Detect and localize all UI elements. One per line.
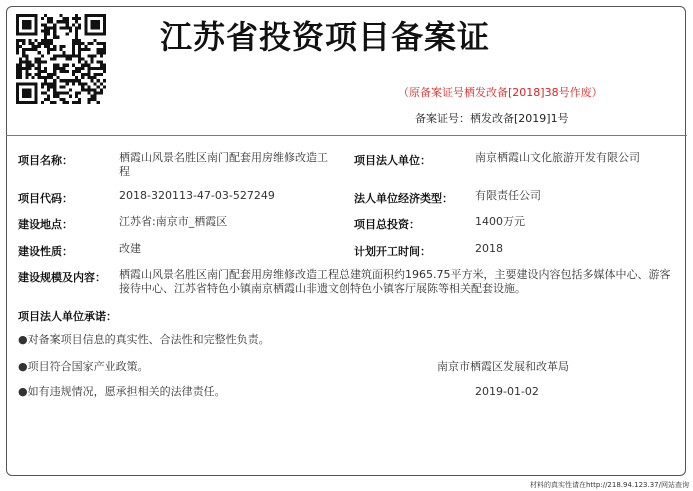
project-name-value: 栖霞山风景名胜区南门配套用房维修改造工程 (119, 151, 328, 178)
commitment-heading: 项目法人单位承诺： (18, 310, 117, 323)
record-number-label: 备案证号： (415, 112, 470, 125)
original-record-number: （原备案证号栖发改备[2018]38号作废） (398, 86, 603, 99)
total-investment-value: 1400万元 (475, 215, 525, 228)
commitment-item: ●如有违规情况，愿承担相关的法律责任。 (18, 385, 226, 398)
start-time-value: 2018 (475, 242, 503, 255)
project-code-label: 项目代码： (18, 192, 73, 205)
issuer-name: 南京市栖霞区发展和改革局 (437, 360, 569, 373)
scale-content-label: 建设规模及内容： (18, 271, 106, 284)
nature-value: 改建 (119, 242, 141, 255)
divider (6, 135, 687, 136)
certificate-frame (6, 6, 686, 476)
project-name-label: 项目名称： (18, 154, 73, 167)
legal-entity-label: 项目法人单位： (354, 154, 431, 167)
issue-date: 2019-01-02 (475, 385, 539, 398)
start-time-label: 计划开工时间： (354, 245, 431, 258)
commitment-item: ●对备案项目信息的真实性、合法性和完整性负责。 (18, 333, 270, 346)
location-label: 建设地点： (18, 218, 73, 231)
economic-type-value: 有限责任公司 (475, 189, 541, 202)
nature-label: 建设性质： (18, 245, 73, 258)
location-value: 江苏省:南京市_栖霞区 (119, 215, 228, 228)
total-investment-label: 项目总投资： (354, 218, 420, 231)
legal-entity-value: 南京栖霞山文化旅游开发有限公司 (475, 151, 640, 164)
record-number-value: 栖发改备[2019]1号 (470, 112, 569, 125)
commitment-item: ●项目符合国家产业政策。 (18, 360, 149, 373)
project-code-value: 2018-320113-47-03-527249 (119, 189, 275, 202)
page-title: 江苏省投资项目备案证 (160, 18, 491, 56)
qr-code-icon (16, 14, 106, 104)
scale-content-value: 栖霞山风景名胜区南门配套用房维修改造工程总建筑面积约1965.75平方米，主要建设内容包括多媒体中心、游客接待中心、江苏省特色小镇南京栖霞山非遗文创特色小镇客厅展陈等相关配套设施。 (119, 268, 671, 295)
economic-type-label: 法人单位经济类型： (354, 192, 453, 205)
record-number (415, 110, 569, 126)
footer-note: 材料的真实性请在http://218.94.123.37/网站查询 (529, 481, 689, 489)
